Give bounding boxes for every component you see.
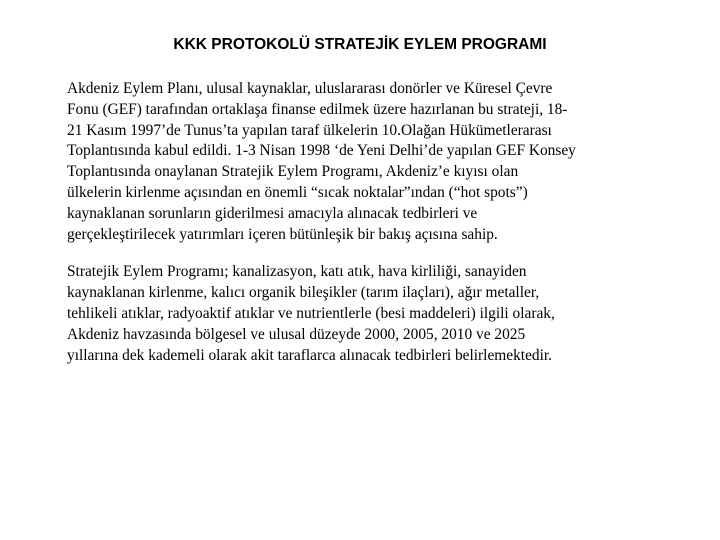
- paragraph-line: kaynaklanan sorunların giderilmesi amacıyla alınacak tedbirleri ve: [67, 204, 478, 222]
- paragraph-line: yıllarına dek kademeli olarak akit taraflarca alınacak tedbirleri belirlemektedir.: [67, 346, 552, 364]
- paragraph-line: Toplantısında kabul edildi. 1-3 Nisan 1998 ‘de Yeni Delhi’de yapılan GEF Konsey: [67, 142, 576, 160]
- paragraph-line: Toplantısında onaylanan Stratejik Eylem Programı, Akdeniz’e kıyısı olan: [67, 163, 519, 181]
- paragraph-spacer: [67, 245, 677, 262]
- paragraph-line: Akdeniz Eylem Planı, ulusal kaynaklar, uluslararası donörler ve Küresel Çevre: [67, 80, 553, 97]
- paragraph-line: Stratejik Eylem Programı; kanalizasyon, katı atık, hava kirliliği, sanayiden: [67, 263, 527, 281]
- paragraph-line: 21 Kasım 1997’de Tunus’ta yapılan taraf ülkelerin 10.Olağan Hükümetlerarası: [67, 121, 552, 139]
- paragraph-line: ülkelerin kirlenme açısından en önemli “sıcak noktalar”ından (“hot spots”): [67, 183, 528, 201]
- page-title: KKK PROTOKOLÜ STRATEJİK EYLEM PROGRAMI: [173, 36, 547, 53]
- paragraph-line: tehlikeli atıklar, radyoaktif atıklar ve nutrientlerle (besi maddeleri) ilgili olarak,: [67, 304, 555, 322]
- paragraph-1: [67, 79, 677, 245]
- body-text: [67, 79, 677, 366]
- paragraph-line: Fonu (GEF) tarafından ortaklaşa finanse edilmek üzere hazırlanan bu strateji, 18-: [67, 100, 568, 118]
- paragraph-line: Akdeniz havzasında bölgesel ve ulusal düzeyde 2000, 2005, 2010 ve 2025: [67, 325, 526, 343]
- paragraph-2: [67, 262, 677, 366]
- paragraph-line: kaynaklanan kirlenme, kalıcı organik bileşikler (tarım ilaçları), ağır metaller,: [67, 284, 540, 302]
- paragraph-line: gerçekleştirilecek yatırımları içeren bütünleşik bir bakış açısına sahip.: [67, 225, 498, 243]
